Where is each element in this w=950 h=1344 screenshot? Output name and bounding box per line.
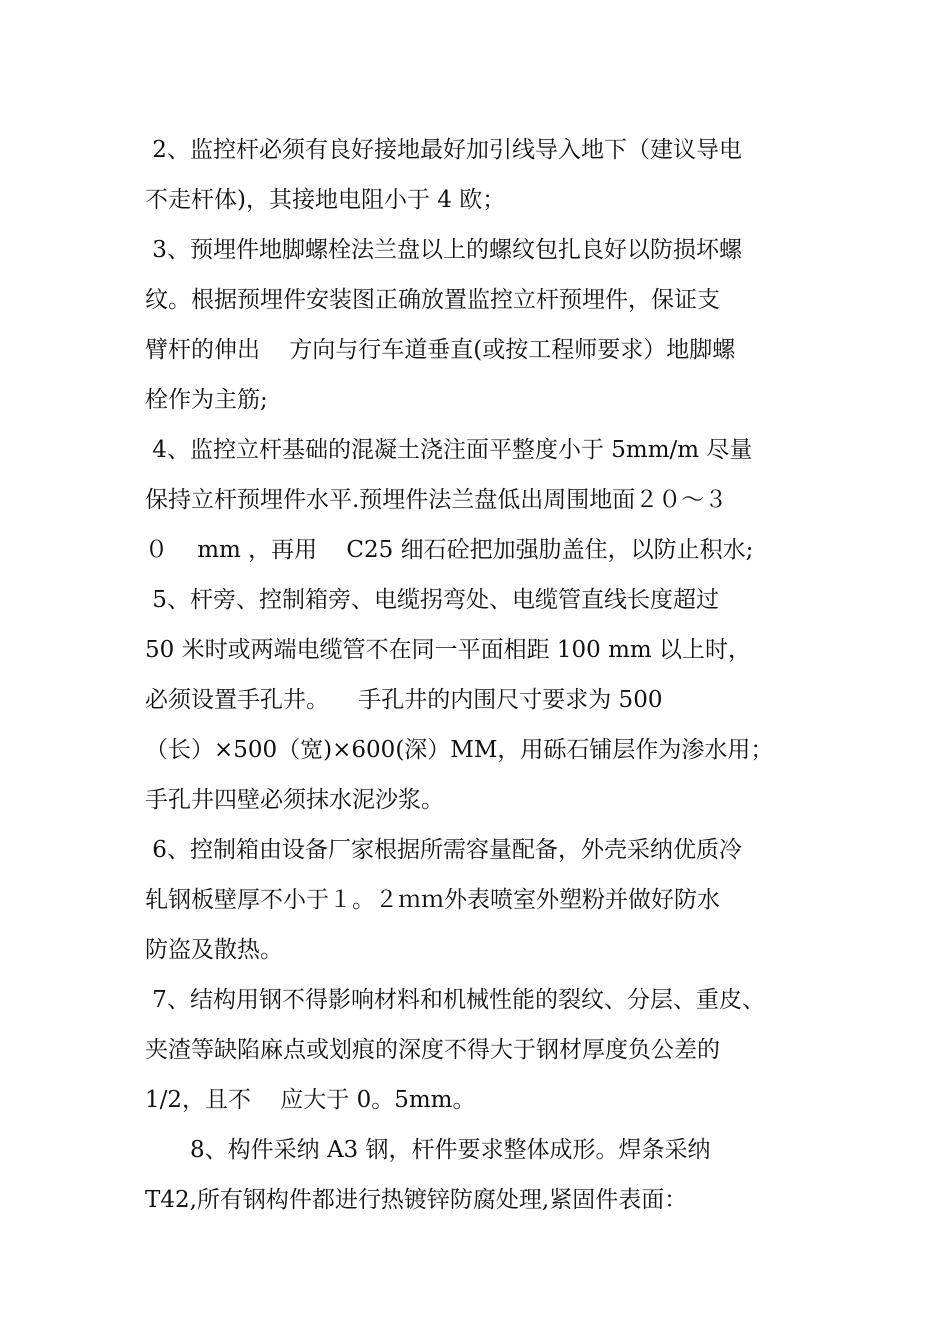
paragraph-3-line-4: 栓作为主筋; — [145, 387, 268, 413]
paragraph-6-line-1: 6、控制箱由设备厂家根据所需容量配备，外壳采纳优质冷 — [145, 837, 742, 863]
paragraph-5-line-1: 5、杆旁、控制箱旁、电缆拐弯处、电缆管直线长度超过 — [145, 587, 719, 613]
paragraph-3-line-1: 3、预埋件地脚螺栓法兰盘以上的螺纹包扎良好以防损坏螺 — [145, 237, 742, 263]
paragraph-5-line-4: （长）×500（宽)×600(深）MM，用砾石铺层作为渗水用； — [145, 737, 774, 763]
paragraph-8-line-1: 8、构件采纳 A3 钢，杆件要求整体成形。焊条采纳 — [190, 1137, 711, 1163]
paragraph-5-line-3: 必须设置手孔井。 手孔井的内围尺寸要求为 500 — [145, 687, 663, 713]
paragraph-5-line-2: 50 米时或两端电缆管不在同一平面相距 100 mm 以上时， — [145, 637, 752, 663]
paragraph-5-line-5: 手孔井四壁必须抹水泥沙浆。 — [145, 787, 444, 813]
paragraph-8-line-2: T42,所有钢构件都进行热镀锌防腐处理,紧固件表面： — [145, 1187, 688, 1213]
paragraph-6-line-2: 轧钢板壁厚不小于１。２ｍｍ外表喷室外塑粉并做好防水 — [145, 887, 720, 913]
paragraph-4-line-2: 保持立杆预埋件水平.预埋件法兰盘低出周围地面２０～３ — [145, 487, 728, 513]
paragraph-3-line-3: 臂杆的伸出 方向与行车道垂直(或按工程师要求）地脚螺 — [145, 337, 736, 363]
paragraph-3-line-2: 纹。根据预埋件安装图正确放置监控立杆预埋件，保证支 — [145, 287, 720, 313]
paragraph-6-line-3: 防盗及散热。 — [145, 937, 283, 963]
paragraph-4-line-3: ０ mm ，再用 C25 细石砼把加强肋盖住，以防止积水; — [145, 537, 754, 563]
paragraph-2-line-2: 不走杆体)，其接地电阻小于 4 欧； — [145, 187, 506, 213]
paragraph-7-line-3: 1/2，且不 应大于 0。5mm。 — [145, 1087, 476, 1113]
paragraph-7-line-2: 夹渣等缺陷麻点或划痕的深度不得大于钢材厚度负公差的 — [145, 1037, 720, 1063]
paragraph-4-line-1: 4、监控立杆基础的混凝土浇注面平整度小于 5mm/m 尽量 — [145, 437, 753, 463]
paragraph-7-line-1: 7、结构用钢不得影响材料和机械性能的裂纹、分层、重皮、 — [145, 987, 765, 1013]
paragraph-2-line-1: 2、监控杆必须有良好接地最好加引线导入地下（建议导电 — [145, 137, 742, 163]
